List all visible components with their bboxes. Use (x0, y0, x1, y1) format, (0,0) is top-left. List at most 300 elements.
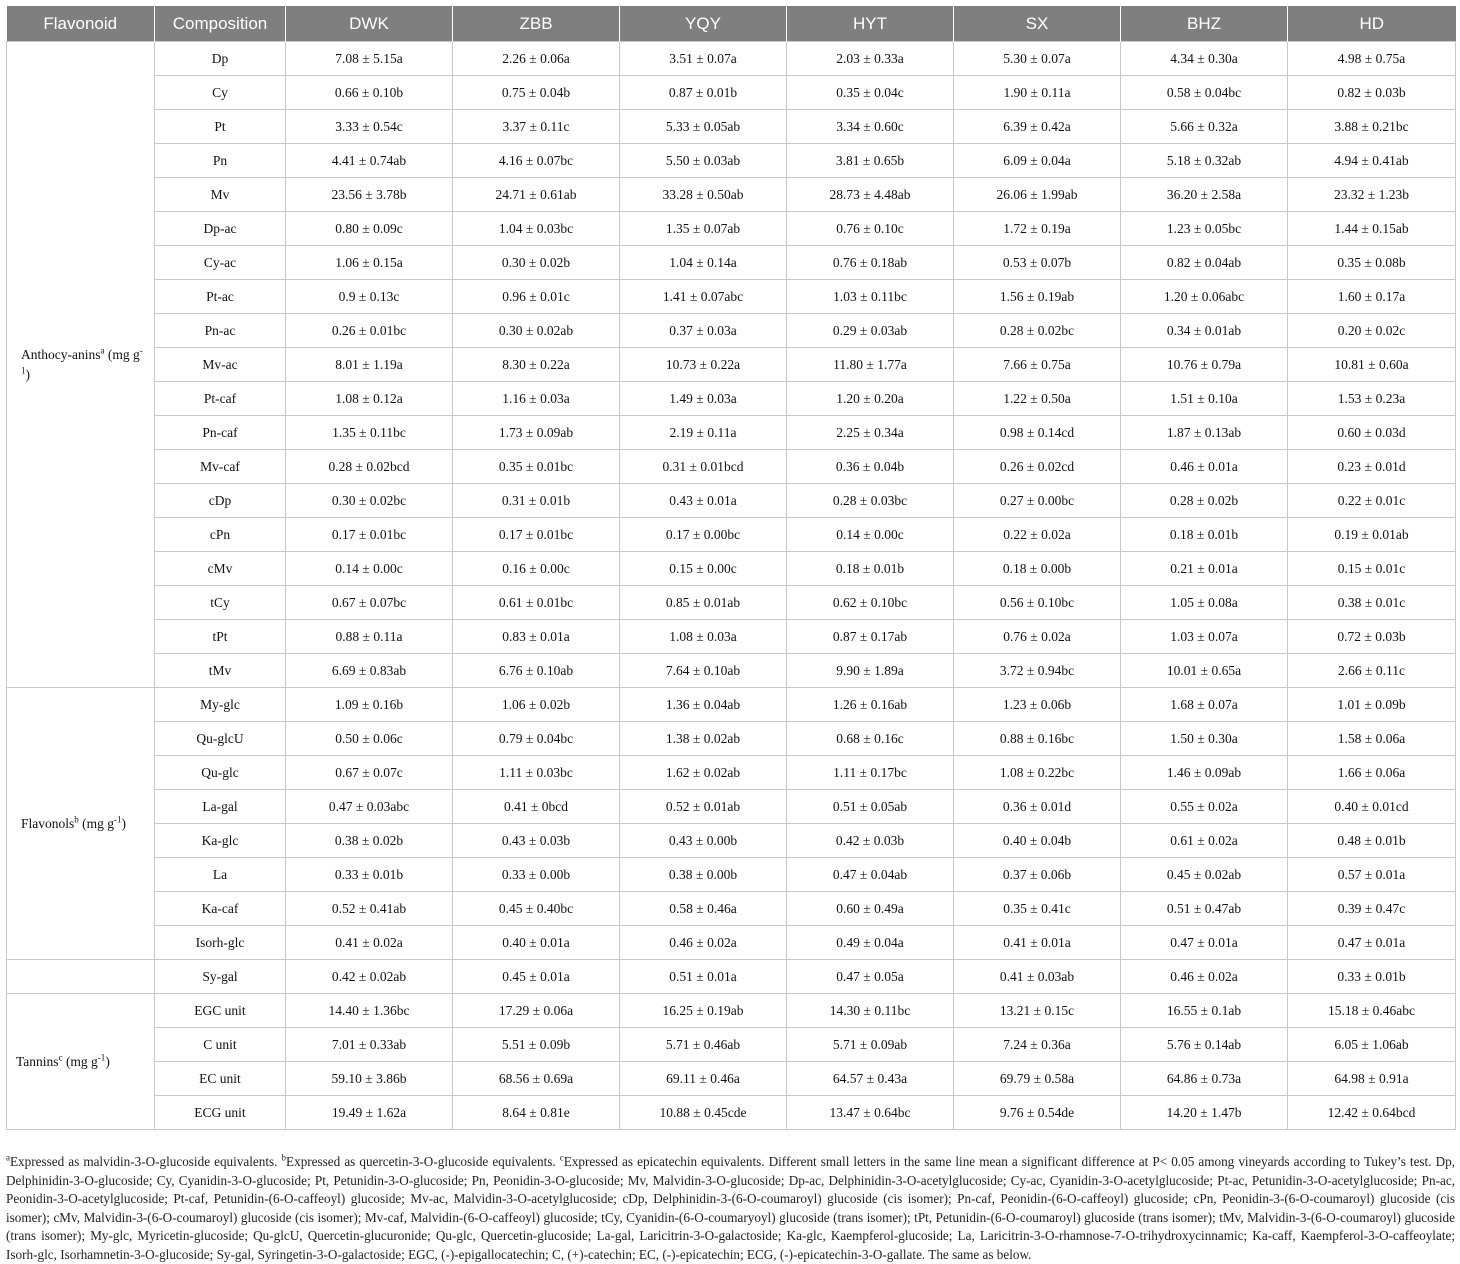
value-cell-hd: 0.48 ± 0.01b (1288, 824, 1456, 858)
value-cell-hyt: 0.68 ± 0.16c (787, 722, 954, 756)
value-cell-bhz: 0.28 ± 0.02b (1121, 484, 1288, 518)
value-cell-zbb: 0.35 ± 0.01bc (453, 450, 620, 484)
value-cell-yqy: 69.11 ± 0.46a (620, 1062, 787, 1096)
value-cell-yqy: 10.88 ± 0.45cde (620, 1096, 787, 1130)
value-cell-hyt: 3.81 ± 0.65b (787, 144, 954, 178)
value-cell-bhz: 1.50 ± 0.30a (1121, 722, 1288, 756)
value-cell-dwk: 0.28 ± 0.02bcd (286, 450, 453, 484)
value-cell-dwk: 14.40 ± 1.36bc (286, 994, 453, 1028)
value-cell-hyt: 0.35 ± 0.04c (787, 76, 954, 110)
value-cell-zbb: 0.83 ± 0.01a (453, 620, 620, 654)
value-cell-hyt: 0.47 ± 0.04ab (787, 858, 954, 892)
value-cell-bhz: 36.20 ± 2.58a (1121, 178, 1288, 212)
composition-cell: tCy (155, 586, 286, 620)
value-cell-bhz: 0.47 ± 0.01a (1121, 926, 1288, 960)
value-cell-yqy: 1.36 ± 0.04ab (620, 688, 787, 722)
value-cell-hd: 0.72 ± 0.03b (1288, 620, 1456, 654)
composition-cell: Cy-ac (155, 246, 286, 280)
group-label-anthocyanins (7, 42, 155, 688)
value-cell-yqy: 0.52 ± 0.01ab (620, 790, 787, 824)
value-cell-yqy: 0.43 ± 0.01a (620, 484, 787, 518)
footnote-a-marker: a (6, 1152, 10, 1163)
composition-cell: Isorh-glc (155, 926, 286, 960)
value-cell-hd: 0.38 ± 0.01c (1288, 586, 1456, 620)
value-cell-dwk: 0.33 ± 0.01b (286, 858, 453, 892)
value-cell-hyt: 0.60 ± 0.49a (787, 892, 954, 926)
value-cell-hyt: 3.34 ± 0.60c (787, 110, 954, 144)
table-row (7, 620, 1456, 654)
value-cell-sx: 3.72 ± 0.94bc (954, 654, 1121, 688)
composition-cell: My-glc (155, 688, 286, 722)
table-row (7, 892, 1456, 926)
value-cell-hyt: 0.28 ± 0.03bc (787, 484, 954, 518)
group-unit: (mg g (78, 815, 115, 831)
value-cell-sx: 69.79 ± 0.58a (954, 1062, 1121, 1096)
composition-cell: Dp-ac (155, 212, 286, 246)
value-cell-yqy: 0.85 ± 0.01ab (620, 586, 787, 620)
value-cell-hd: 23.32 ± 1.23b (1288, 178, 1456, 212)
value-cell-bhz: 5.18 ± 0.32ab (1121, 144, 1288, 178)
value-cell-zbb: 0.30 ± 0.02ab (453, 314, 620, 348)
value-cell-yqy: 0.37 ± 0.03a (620, 314, 787, 348)
group-label-flavonols (7, 688, 155, 960)
value-cell-zbb: 0.17 ± 0.01bc (453, 518, 620, 552)
value-cell-sx: 7.66 ± 0.75a (954, 348, 1121, 382)
value-cell-bhz: 10.01 ± 0.65a (1121, 654, 1288, 688)
footnote-a: Expressed as malvidin-3-O-glucoside equivalents. (10, 1154, 282, 1169)
group-footnote-marker: b (74, 814, 79, 824)
value-cell-hd: 3.88 ± 0.21bc (1288, 110, 1456, 144)
value-cell-yqy: 1.62 ± 0.02ab (620, 756, 787, 790)
value-cell-dwk: 7.08 ± 5.15a (286, 42, 453, 76)
table-row (7, 1028, 1456, 1062)
value-cell-yqy: 7.64 ± 0.10ab (620, 654, 787, 688)
group-footnote-marker: c (58, 1052, 63, 1062)
value-cell-hyt: 11.80 ± 1.77a (787, 348, 954, 382)
value-cell-bhz: 1.68 ± 0.07a (1121, 688, 1288, 722)
header-yqy: YQY (620, 6, 787, 42)
value-cell-hd: 0.23 ± 0.01d (1288, 450, 1456, 484)
value-cell-hd: 64.98 ± 0.91a (1288, 1062, 1456, 1096)
value-cell-sx: 0.88 ± 0.16bc (954, 722, 1121, 756)
value-cell-dwk: 0.14 ± 0.00c (286, 552, 453, 586)
table-footnotes (6, 1153, 1455, 1264)
value-cell-zbb: 0.79 ± 0.04bc (453, 722, 620, 756)
value-cell-dwk: 8.01 ± 1.19a (286, 348, 453, 382)
value-cell-zbb: 0.43 ± 0.03b (453, 824, 620, 858)
value-cell-bhz: 1.20 ± 0.06abc (1121, 280, 1288, 314)
value-cell-sx: 0.53 ± 0.07b (954, 246, 1121, 280)
value-cell-bhz: 10.76 ± 0.79a (1121, 348, 1288, 382)
value-cell-yqy: 0.38 ± 0.00b (620, 858, 787, 892)
table-row (7, 42, 1456, 76)
composition-cell: C unit (155, 1028, 286, 1062)
table-row (7, 756, 1456, 790)
value-cell-hyt: 14.30 ± 0.11bc (787, 994, 954, 1028)
header-row (7, 6, 1456, 42)
value-cell-dwk: 7.01 ± 0.33ab (286, 1028, 453, 1062)
value-cell-dwk: 0.88 ± 0.11a (286, 620, 453, 654)
value-cell-yqy: 1.38 ± 0.02ab (620, 722, 787, 756)
value-cell-zbb: 0.61 ± 0.01bc (453, 586, 620, 620)
value-cell-sx: 0.41 ± 0.01a (954, 926, 1121, 960)
value-cell-yqy: 0.46 ± 0.02a (620, 926, 787, 960)
value-cell-zbb: 1.06 ± 0.02b (453, 688, 620, 722)
table-row (7, 1062, 1456, 1096)
value-cell-zbb: 6.76 ± 0.10ab (453, 654, 620, 688)
value-cell-hd: 0.20 ± 0.02c (1288, 314, 1456, 348)
composition-cell: Pt (155, 110, 286, 144)
value-cell-sx: 1.23 ± 0.06b (954, 688, 1121, 722)
value-cell-hyt: 0.62 ± 0.10bc (787, 586, 954, 620)
composition-cell: Mv-caf (155, 450, 286, 484)
value-cell-hd: 6.05 ± 1.06ab (1288, 1028, 1456, 1062)
value-cell-sx: 13.21 ± 0.15c (954, 994, 1121, 1028)
value-cell-dwk: 0.50 ± 0.06c (286, 722, 453, 756)
value-cell-hd: 0.39 ± 0.47c (1288, 892, 1456, 926)
table-row (7, 110, 1456, 144)
value-cell-hyt: 64.57 ± 0.43a (787, 1062, 954, 1096)
value-cell-hyt: 0.18 ± 0.01b (787, 552, 954, 586)
value-cell-bhz: 1.05 ± 0.08a (1121, 586, 1288, 620)
value-cell-zbb: 0.30 ± 0.02b (453, 246, 620, 280)
composition-cell: Pn-ac (155, 314, 286, 348)
value-cell-yqy: 0.15 ± 0.00c (620, 552, 787, 586)
table-row (7, 790, 1456, 824)
value-cell-hd: 1.66 ± 0.06a (1288, 756, 1456, 790)
group-label-syringetin (7, 960, 155, 994)
header-hyt: HYT (787, 6, 954, 42)
table-row (7, 586, 1456, 620)
value-cell-hd: 0.15 ± 0.01c (1288, 552, 1456, 586)
value-cell-hd: 1.53 ± 0.23a (1288, 382, 1456, 416)
value-cell-bhz: 1.51 ± 0.10a (1121, 382, 1288, 416)
value-cell-yqy: 5.50 ± 0.03ab (620, 144, 787, 178)
value-cell-dwk: 19.49 ± 1.62a (286, 1096, 453, 1130)
value-cell-yqy: 1.08 ± 0.03a (620, 620, 787, 654)
value-cell-bhz: 5.76 ± 0.14ab (1121, 1028, 1288, 1062)
value-cell-hyt: 28.73 ± 4.48ab (787, 178, 954, 212)
value-cell-yqy: 0.17 ± 0.00bc (620, 518, 787, 552)
header-flavonoid: Flavonoid (7, 6, 155, 42)
value-cell-sx: 6.09 ± 0.04a (954, 144, 1121, 178)
value-cell-zbb: 0.45 ± 0.40bc (453, 892, 620, 926)
value-cell-yqy: 33.28 ± 0.50ab (620, 178, 787, 212)
value-cell-sx: 0.36 ± 0.01d (954, 790, 1121, 824)
group-name: Anthocy-anins (21, 346, 101, 362)
value-cell-dwk: 1.06 ± 0.15a (286, 246, 453, 280)
value-cell-hyt: 0.36 ± 0.04b (787, 450, 954, 484)
value-cell-bhz: 5.66 ± 0.32a (1121, 110, 1288, 144)
value-cell-hyt: 1.03 ± 0.11bc (787, 280, 954, 314)
table-row (7, 1096, 1456, 1130)
value-cell-yqy: 1.49 ± 0.03a (620, 382, 787, 416)
value-cell-yqy: 0.58 ± 0.46a (620, 892, 787, 926)
value-cell-zbb: 0.96 ± 0.01c (453, 280, 620, 314)
composition-cell: ECG unit (155, 1096, 286, 1130)
value-cell-zbb: 0.40 ± 0.01a (453, 926, 620, 960)
composition-cell: EC unit (155, 1062, 286, 1096)
table-row (7, 382, 1456, 416)
value-cell-sx: 1.56 ± 0.19ab (954, 280, 1121, 314)
value-cell-hd: 0.57 ± 0.01a (1288, 858, 1456, 892)
value-cell-yqy: 0.43 ± 0.00b (620, 824, 787, 858)
group-name: Flavonols (21, 815, 75, 831)
table-row (7, 178, 1456, 212)
composition-cell: EGC unit (155, 994, 286, 1028)
composition-cell: Mv-ac (155, 348, 286, 382)
value-cell-zbb: 0.45 ± 0.01a (453, 960, 620, 994)
group-name: Tannins (16, 1053, 59, 1069)
value-cell-bhz: 1.23 ± 0.05bc (1121, 212, 1288, 246)
value-cell-zbb: 0.33 ± 0.00b (453, 858, 620, 892)
value-cell-bhz: 64.86 ± 0.73a (1121, 1062, 1288, 1096)
value-cell-dwk: 0.66 ± 0.10b (286, 76, 453, 110)
value-cell-sx: 6.39 ± 0.42a (954, 110, 1121, 144)
table-row (7, 722, 1456, 756)
table-body (7, 42, 1456, 1130)
value-cell-hyt: 0.47 ± 0.05a (787, 960, 954, 994)
value-cell-sx: 0.41 ± 0.03ab (954, 960, 1121, 994)
value-cell-hyt: 1.11 ± 0.17bc (787, 756, 954, 790)
value-cell-zbb: 1.16 ± 0.03a (453, 382, 620, 416)
value-cell-sx: 0.76 ± 0.02a (954, 620, 1121, 654)
value-cell-yqy: 1.35 ± 0.07ab (620, 212, 787, 246)
value-cell-zbb: 1.73 ± 0.09ab (453, 416, 620, 450)
value-cell-hyt: 0.42 ± 0.03b (787, 824, 954, 858)
value-cell-zbb: 0.31 ± 0.01b (453, 484, 620, 518)
value-cell-dwk: 0.30 ± 0.02bc (286, 484, 453, 518)
value-cell-zbb: 0.75 ± 0.04b (453, 76, 620, 110)
value-cell-hd: 1.44 ± 0.15ab (1288, 212, 1456, 246)
value-cell-bhz: 0.46 ± 0.02a (1121, 960, 1288, 994)
value-cell-bhz: 1.03 ± 0.07a (1121, 620, 1288, 654)
value-cell-hyt: 1.26 ± 0.16ab (787, 688, 954, 722)
value-cell-hd: 0.22 ± 0.01c (1288, 484, 1456, 518)
value-cell-dwk: 1.35 ± 0.11bc (286, 416, 453, 450)
value-cell-sx: 0.26 ± 0.02cd (954, 450, 1121, 484)
footnote-c: Expressed as epicatechin equivalents. Different small letters in the same line mean a significant difference at P< 0.05 among vineyards according to Tukey’s test. Dp, Delphinidin-3-O-glucoside; Cy, Cyanidin-3-O-glucoside; Pt, Petunidin-3-O-glucoside; Pn, Peonidin-3-O-glucoside; Mv, Malvidin-3-O-glucoside; Dp-ac, Delphinidin-3-O-acetylglucoside; Cy-ac, Cyanidin-3-O-acetylglucoside; Pt-ac, Petunidin-3-O-acetylglucoside; Pn-ac, Peonidin-3-O-acetylglucoside; Pt-caf, Petunidin-(6-O-caffeoyl) glucoside; Mv-ac, Malvidin-3-O-acetylglucoside; cDp, Delphinidin-3-(6-O-coumaroyl) glucoside (cis isomer); Pn-caf, Peonidin-(6-O-caffeoyl) glucoside; cPn, Peonidin-3-(6-O-coumaroyl) glucoside (cis isomer); cMv, Malvidin-3-(6-O-coumaroyl) glucoside (cis isomer); Mv-caf, Malvidin-(6-O-caffeoyl) glucoside; tCy, Cyanidin-(6-O-coumaryoyl) glucoside (trans isomer); tPt, Petunidin-(6-O-coumaroyl) glucoside (trans isomer); tMv, Malvidin-3-(6-O-coumaroyl) glucoside (trans isomer); My-glc, Myricetin-glucoside; Qu-glcU, Quercetin-glucuronide; Qu-glc, Quercetin-glucoside; La-gal, Laricitrin-3-O-galactoside; Ka-glc, Kaempferol-glucoside; La, Laricitrin-3-O-rhamnose-7-O-trihydroxycinnamic; Ka-caff, Kaempferol-3-O-caffeoylate; Isorh-glc, Isorhamnetin-3-O-glucoside; Sy-gal, Syringetin-3-O-galactoside; EGC, (-)-epigallocatechin; C, (+)-catechin; EC, (-)-epicatechin; ECG, (-)-epicatechin-3-O-gallate. The same as below. (6, 1154, 1456, 1262)
value-cell-dwk: 1.08 ± 0.12a (286, 382, 453, 416)
table-row (7, 484, 1456, 518)
value-cell-sx: 1.72 ± 0.19a (954, 212, 1121, 246)
group-unit-exponent: -1 (21, 345, 143, 375)
footnote-b: Expressed as quercetin-3-O-glucoside equivalents. (286, 1154, 560, 1169)
value-cell-sx: 5.30 ± 0.07a (954, 42, 1121, 76)
value-cell-hd: 0.40 ± 0.01cd (1288, 790, 1456, 824)
value-cell-hyt: 13.47 ± 0.64bc (787, 1096, 954, 1130)
value-cell-hyt: 0.51 ± 0.05ab (787, 790, 954, 824)
value-cell-hd: 0.60 ± 0.03d (1288, 416, 1456, 450)
value-cell-hyt: 0.76 ± 0.10c (787, 212, 954, 246)
value-cell-hd: 0.19 ± 0.01ab (1288, 518, 1456, 552)
value-cell-bhz: 4.34 ± 0.30a (1121, 42, 1288, 76)
footnote-b-marker: b (281, 1152, 287, 1163)
composition-cell: cPn (155, 518, 286, 552)
value-cell-sx: 0.18 ± 0.00b (954, 552, 1121, 586)
header-bhz: BHZ (1121, 6, 1288, 42)
value-cell-bhz: 0.46 ± 0.01a (1121, 450, 1288, 484)
value-cell-dwk: 0.42 ± 0.02ab (286, 960, 453, 994)
header-hd: HD (1288, 6, 1456, 42)
composition-cell: tMv (155, 654, 286, 688)
value-cell-dwk: 0.9 ± 0.13c (286, 280, 453, 314)
value-cell-dwk: 0.52 ± 0.41ab (286, 892, 453, 926)
composition-cell: Dp (155, 42, 286, 76)
table-row (7, 824, 1456, 858)
value-cell-zbb: 8.30 ± 0.22a (453, 348, 620, 382)
value-cell-dwk: 0.26 ± 0.01bc (286, 314, 453, 348)
table-row (7, 348, 1456, 382)
value-cell-sx: 0.40 ± 0.04b (954, 824, 1121, 858)
value-cell-dwk: 0.17 ± 0.01bc (286, 518, 453, 552)
table-row (7, 212, 1456, 246)
value-cell-dwk: 0.41 ± 0.02a (286, 926, 453, 960)
group-footnote-marker: a (100, 345, 105, 355)
value-cell-hyt: 0.14 ± 0.00c (787, 518, 954, 552)
value-cell-zbb: 2.26 ± 0.06a (453, 42, 620, 76)
value-cell-zbb: 3.37 ± 0.11c (453, 110, 620, 144)
group-unit-close: ) (25, 366, 30, 382)
value-cell-sx: 0.27 ± 0.00bc (954, 484, 1121, 518)
value-cell-bhz: 0.21 ± 0.01a (1121, 552, 1288, 586)
value-cell-bhz: 0.18 ± 0.01b (1121, 518, 1288, 552)
value-cell-dwk: 1.09 ± 0.16b (286, 688, 453, 722)
header-zbb: ZBB (453, 6, 620, 42)
value-cell-yqy: 1.41 ± 0.07abc (620, 280, 787, 314)
composition-cell: Ka-glc (155, 824, 286, 858)
table-row (7, 416, 1456, 450)
group-unit: (mg g (62, 1053, 98, 1069)
value-cell-bhz: 0.51 ± 0.47ab (1121, 892, 1288, 926)
value-cell-zbb: 0.41 ± 0bcd (453, 790, 620, 824)
value-cell-bhz: 0.82 ± 0.04ab (1121, 246, 1288, 280)
header-sx: SX (954, 6, 1121, 42)
value-cell-yqy: 5.71 ± 0.46ab (620, 1028, 787, 1062)
composition-cell: cMv (155, 552, 286, 586)
composition-cell: Ka-caf (155, 892, 286, 926)
value-cell-bhz: 0.58 ± 0.04bc (1121, 76, 1288, 110)
value-cell-hd: 10.81 ± 0.60a (1288, 348, 1456, 382)
composition-cell: La (155, 858, 286, 892)
value-cell-dwk: 0.80 ± 0.09c (286, 212, 453, 246)
composition-cell: Pn (155, 144, 286, 178)
value-cell-dwk: 0.67 ± 0.07c (286, 756, 453, 790)
value-cell-hd: 15.18 ± 0.46abc (1288, 994, 1456, 1028)
table-row (7, 144, 1456, 178)
table-row (7, 926, 1456, 960)
composition-cell: Qu-glcU (155, 722, 286, 756)
value-cell-bhz: 0.61 ± 0.02a (1121, 824, 1288, 858)
composition-cell: Mv (155, 178, 286, 212)
value-cell-sx: 9.76 ± 0.54de (954, 1096, 1121, 1130)
value-cell-hd: 0.82 ± 0.03b (1288, 76, 1456, 110)
value-cell-sx: 1.90 ± 0.11a (954, 76, 1121, 110)
value-cell-hd: 12.42 ± 0.64bcd (1288, 1096, 1456, 1130)
value-cell-yqy: 1.04 ± 0.14a (620, 246, 787, 280)
composition-cell: Qu-glc (155, 756, 286, 790)
value-cell-hyt: 1.20 ± 0.20a (787, 382, 954, 416)
value-cell-dwk: 0.47 ± 0.03abc (286, 790, 453, 824)
value-cell-zbb: 1.04 ± 0.03bc (453, 212, 620, 246)
composition-cell: cDp (155, 484, 286, 518)
header-composition: Composition (155, 6, 286, 42)
composition-cell: tPt (155, 620, 286, 654)
group-unit: (mg g (104, 346, 140, 362)
table-row (7, 552, 1456, 586)
value-cell-hd: 4.94 ± 0.41ab (1288, 144, 1456, 178)
table-row (7, 858, 1456, 892)
composition-cell: La-gal (155, 790, 286, 824)
table-row (7, 76, 1456, 110)
value-cell-dwk: 6.69 ± 0.83ab (286, 654, 453, 688)
value-cell-dwk: 3.33 ± 0.54c (286, 110, 453, 144)
value-cell-bhz: 14.20 ± 1.47b (1121, 1096, 1288, 1130)
value-cell-hd: 0.35 ± 0.08b (1288, 246, 1456, 280)
value-cell-zbb: 68.56 ± 0.69a (453, 1062, 620, 1096)
table-row (7, 518, 1456, 552)
table-row (7, 246, 1456, 280)
value-cell-yqy: 5.33 ± 0.05ab (620, 110, 787, 144)
value-cell-hd: 0.47 ± 0.01a (1288, 926, 1456, 960)
value-cell-hyt: 0.49 ± 0.04a (787, 926, 954, 960)
composition-cell: Pt-ac (155, 280, 286, 314)
value-cell-yqy: 3.51 ± 0.07a (620, 42, 787, 76)
table-row (7, 960, 1456, 994)
value-cell-sx: 0.22 ± 0.02a (954, 518, 1121, 552)
value-cell-sx: 26.06 ± 1.99ab (954, 178, 1121, 212)
value-cell-zbb: 4.16 ± 0.07bc (453, 144, 620, 178)
value-cell-hd: 2.66 ± 0.11c (1288, 654, 1456, 688)
value-cell-dwk: 0.67 ± 0.07bc (286, 586, 453, 620)
value-cell-bhz: 1.87 ± 0.13ab (1121, 416, 1288, 450)
group-unit-exponent: -1 (114, 814, 122, 824)
value-cell-sx: 0.56 ± 0.10bc (954, 586, 1121, 620)
value-cell-hd: 4.98 ± 0.75a (1288, 42, 1456, 76)
value-cell-hyt: 2.03 ± 0.33a (787, 42, 954, 76)
value-cell-hyt: 2.25 ± 0.34a (787, 416, 954, 450)
footnote-c-marker: c (559, 1152, 564, 1163)
value-cell-hd: 1.60 ± 0.17a (1288, 280, 1456, 314)
table-container (6, 6, 1455, 1130)
value-cell-yqy: 2.19 ± 0.11a (620, 416, 787, 450)
value-cell-zbb: 24.71 ± 0.61ab (453, 178, 620, 212)
value-cell-bhz: 0.45 ± 0.02ab (1121, 858, 1288, 892)
value-cell-sx: 7.24 ± 0.36a (954, 1028, 1121, 1062)
table-row (7, 450, 1456, 484)
value-cell-bhz: 16.55 ± 0.1ab (1121, 994, 1288, 1028)
value-cell-dwk: 23.56 ± 3.78b (286, 178, 453, 212)
value-cell-zbb: 8.64 ± 0.81e (453, 1096, 620, 1130)
value-cell-dwk: 59.10 ± 3.86b (286, 1062, 453, 1096)
value-cell-yqy: 0.31 ± 0.01bcd (620, 450, 787, 484)
table-row (7, 688, 1456, 722)
composition-cell: Cy (155, 76, 286, 110)
table-row (7, 994, 1456, 1028)
value-cell-dwk: 4.41 ± 0.74ab (286, 144, 453, 178)
flavonoid-table (6, 6, 1456, 1130)
group-unit-exponent: -1 (97, 1052, 106, 1062)
table-row (7, 314, 1456, 348)
group-unit-close: ) (105, 1053, 110, 1069)
value-cell-hd: 0.33 ± 0.01b (1288, 960, 1456, 994)
composition-cell: Sy-gal (155, 960, 286, 994)
value-cell-sx: 0.28 ± 0.02bc (954, 314, 1121, 348)
value-cell-zbb: 5.51 ± 0.09b (453, 1028, 620, 1062)
value-cell-hyt: 0.29 ± 0.03ab (787, 314, 954, 348)
value-cell-sx: 1.08 ± 0.22bc (954, 756, 1121, 790)
table-row (7, 654, 1456, 688)
